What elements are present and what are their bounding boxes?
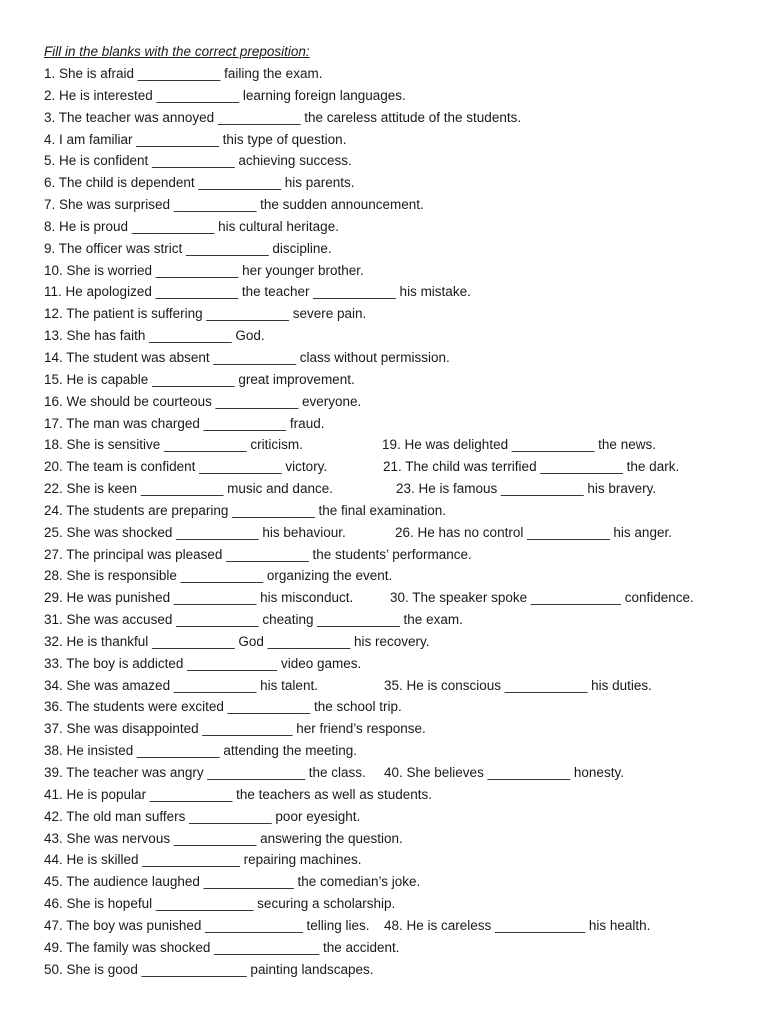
worksheet xyxy=(44,41,744,980)
question-item: 6. The child is dependent ___________ his parents. xyxy=(44,175,355,191)
question-item: 27. The principal was pleased ___________ the students’ performance. xyxy=(44,546,472,562)
question-row xyxy=(44,937,744,959)
question-row xyxy=(44,631,744,653)
question-item: 13. She has faith ___________ God. xyxy=(44,328,265,344)
question-row xyxy=(44,478,744,500)
question-item: 45. The audience laughed ____________ the comedian’s joke. xyxy=(44,874,421,890)
question-item: 3. The teacher was annoyed ___________ the careless attitude of the students. xyxy=(44,109,522,125)
question-item: 48. He is careless ____________ his health. xyxy=(384,917,651,933)
worksheet-title: Fill in the blanks with the correct preposition: xyxy=(44,44,310,59)
question-row xyxy=(44,369,744,391)
question-row xyxy=(44,828,744,850)
question-item: 12. The patient is suffering ___________ severe pain. xyxy=(44,306,367,322)
question-item: 4. I am familiar ___________ this type of question. xyxy=(44,131,347,147)
question-row xyxy=(44,63,744,85)
question-item: 10. She is worried ___________ her younger brother. xyxy=(44,262,364,278)
question-row xyxy=(44,740,744,762)
question-item: 30. The speaker spoke ____________ confidence. xyxy=(390,590,694,606)
question-row xyxy=(44,238,744,260)
question-row xyxy=(44,260,744,282)
question-item: 34. She was amazed ___________ his talent. xyxy=(44,677,318,693)
question-item: 25. She was shocked ___________ his behaviour. xyxy=(44,524,346,540)
question-item: 31. She was accused ___________ cheating ___________ the exam. xyxy=(44,612,463,628)
question-row xyxy=(44,915,744,937)
question-row xyxy=(44,107,744,129)
question-row xyxy=(44,893,744,915)
question-item: 39. The teacher was angry _____________ the class. xyxy=(44,765,366,780)
question-row xyxy=(44,391,744,413)
question-item: 7. She was surprised ___________ the sudden announcement. xyxy=(44,197,424,213)
question-item: 42. The old man suffers ___________ poor eyesight. xyxy=(44,808,361,824)
question-row xyxy=(44,500,744,522)
question-item: 49. The family was shocked ______________ the accident. xyxy=(44,939,400,955)
question-item: 8. He is proud ___________ his cultural heritage. xyxy=(44,218,339,234)
question-row xyxy=(44,303,744,325)
question-item: 47. The boy was punished _____________ telling lies. xyxy=(44,917,370,933)
question-row xyxy=(44,129,744,151)
question-row xyxy=(44,784,744,806)
question-item: 23. He is famous ___________ his bravery. xyxy=(396,481,657,497)
question-item: 22. She is keen ___________ music and dance. xyxy=(44,481,333,497)
question-row xyxy=(44,456,744,478)
question-row xyxy=(44,216,744,238)
question-item: 33. The boy is addicted ____________ video games. xyxy=(44,655,362,671)
question-row xyxy=(44,325,744,347)
question-row xyxy=(44,587,744,609)
question-row xyxy=(44,194,744,216)
question-item: 1. She is afraid ___________ failing the exam. xyxy=(44,66,323,81)
question-row xyxy=(44,172,744,194)
question-item: 38. He insisted ___________ attending the meeting. xyxy=(44,743,357,759)
question-row xyxy=(44,347,744,369)
question-item: 18. She is sensitive ___________ criticism. xyxy=(44,437,303,453)
question-row xyxy=(44,849,744,871)
question-row xyxy=(44,434,744,456)
question-item: 15. He is capable ___________ great improvement. xyxy=(44,371,355,387)
question-item: 19. He was delighted ___________ the news. xyxy=(382,437,656,453)
question-row xyxy=(44,871,744,893)
question-row xyxy=(44,675,744,697)
question-item: 11. He apologized ___________ the teacher ___________ his mistake. xyxy=(44,284,471,300)
question-item: 20. The team is confident ___________ victory. xyxy=(44,459,328,475)
question-row xyxy=(44,806,744,828)
question-item: 41. He is popular ___________ the teachers as well as students. xyxy=(44,786,433,802)
question-row xyxy=(44,413,744,435)
question-row xyxy=(44,762,744,784)
question-row xyxy=(44,959,744,981)
question-item: 44. He is skilled _____________ repairing machines. xyxy=(44,852,362,868)
question-list xyxy=(44,63,744,980)
question-item: 16. We should be courteous ___________ everyone. xyxy=(44,393,362,409)
question-row xyxy=(44,696,744,718)
question-item: 21. The child was terrified ___________ the dark. xyxy=(383,459,680,475)
question-item: 37. She was disappointed ____________ her friend’s response. xyxy=(44,721,426,737)
question-row xyxy=(44,522,744,544)
question-row xyxy=(44,150,744,172)
question-item: 2. He is interested ___________ learning foreign languages. xyxy=(44,87,406,103)
question-item: 35. He is conscious ___________ his duties. xyxy=(384,677,652,693)
question-item: 26. He has no control ___________ his anger. xyxy=(395,524,672,540)
question-item: 50. She is good ______________ painting landscapes. xyxy=(44,961,374,977)
question-item: 17. The man was charged ___________ fraud. xyxy=(44,415,325,431)
question-row xyxy=(44,85,744,107)
question-row xyxy=(44,544,744,566)
question-item: 29. He was punished ___________ his misconduct. xyxy=(44,590,354,606)
question-row xyxy=(44,281,744,303)
question-row xyxy=(44,718,744,740)
question-item: 24. The students are preparing ___________ the final examination. xyxy=(44,502,447,518)
question-item: 36. The students were excited ___________ the school trip. xyxy=(44,699,402,715)
question-item: 14. The student was absent ___________ class without permission. xyxy=(44,349,450,365)
question-row xyxy=(44,653,744,675)
question-item: 40. She believes ___________ honesty. xyxy=(384,765,624,780)
question-item: 43. She was nervous ___________ answering the question. xyxy=(44,830,403,846)
question-item: 46. She is hopeful _____________ securing a scholarship. xyxy=(44,896,396,912)
question-row xyxy=(44,609,744,631)
question-item: 5. He is confident ___________ achieving success. xyxy=(44,153,352,169)
question-row xyxy=(44,565,744,587)
question-item: 32. He is thankful ___________ God ___________ his recovery. xyxy=(44,633,430,649)
question-item: 28. She is responsible ___________ organizing the event. xyxy=(44,568,393,584)
question-item: 9. The officer was strict ___________ discipline. xyxy=(44,240,332,256)
